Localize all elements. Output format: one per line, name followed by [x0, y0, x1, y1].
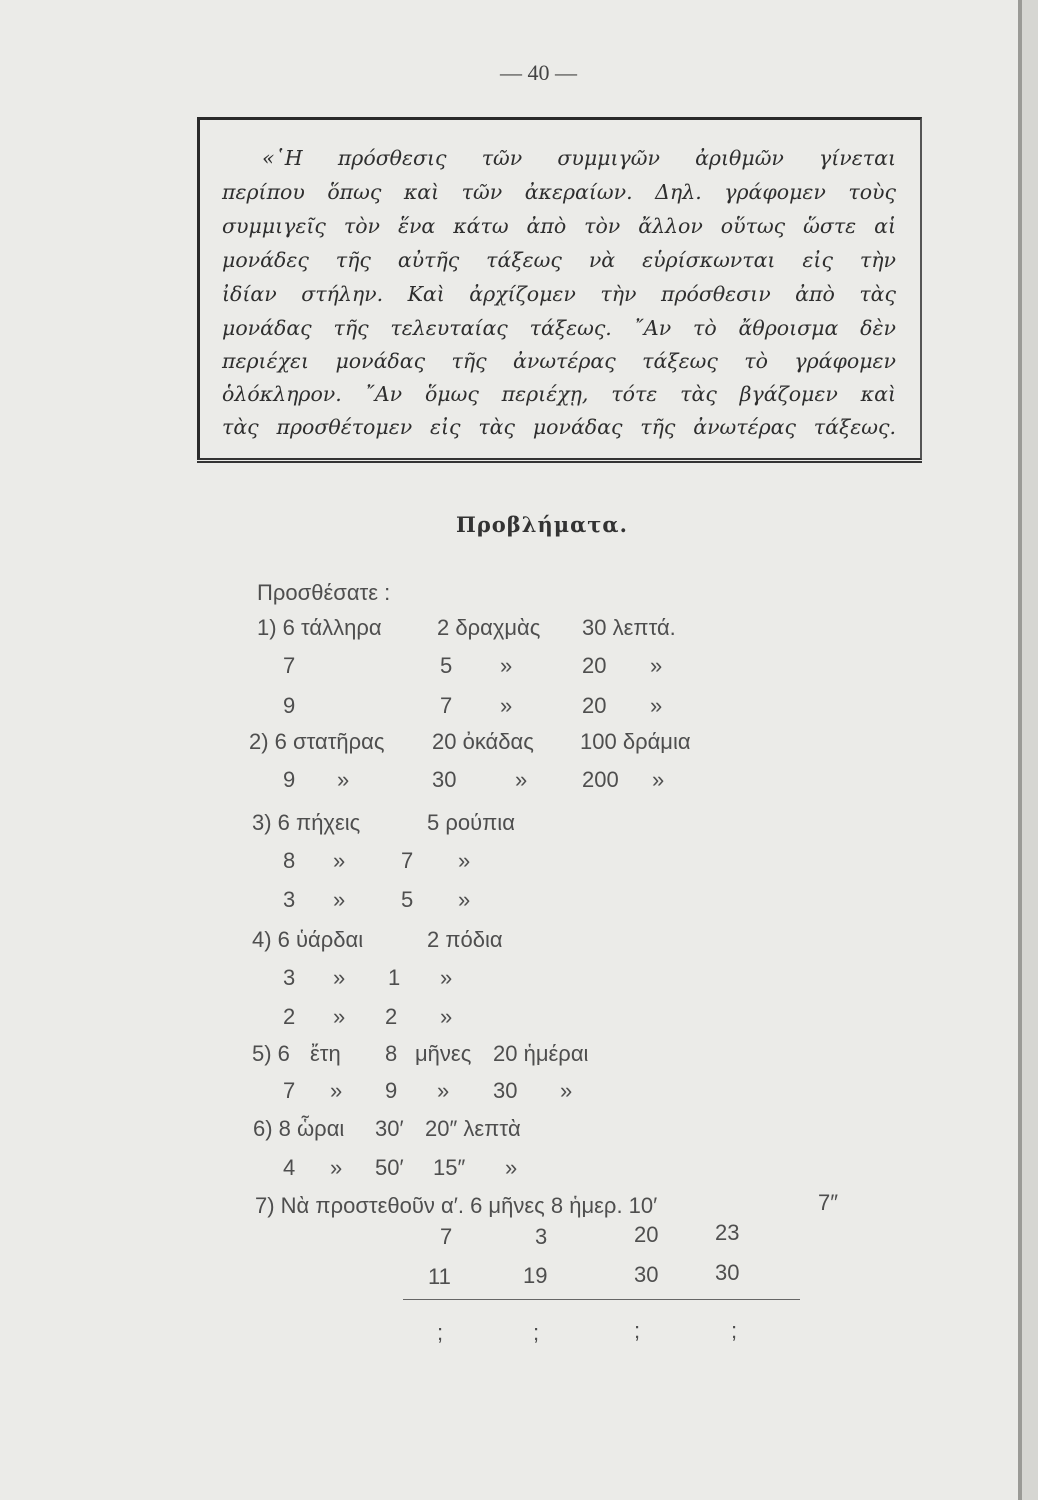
page-margin: [1022, 0, 1038, 1500]
result-placeholder: ;: [437, 1320, 444, 1345]
problem-cell: »: [330, 1078, 343, 1103]
problem-cell: 9: [385, 1078, 398, 1103]
section-heading: Προβλήματα.: [456, 512, 628, 537]
problem-cell: 1) 6 τάλληρα: [257, 615, 382, 640]
problem-cell: »: [458, 848, 471, 873]
rule-line: συμμιγεῖς τὸν ἕνα κάτω ἀπὸ τὸν ἄλλον οὕτως ὥστε αἱ: [222, 214, 896, 238]
problem-cell: »: [650, 693, 663, 718]
problem-cell: 30: [715, 1260, 740, 1285]
result-placeholder: ;: [634, 1318, 641, 1343]
rule-line: τὰς προσθέτομεν εἰς τὰς μονάδας τῆς ἀνωτέρας τάξεως.: [222, 415, 896, 439]
problem-cell: »: [440, 965, 453, 990]
problem-cell: μῆνες: [415, 1041, 472, 1066]
rule-line: ἰδίαν στήλην. Καὶ ἀρχίζομεν τὴν πρόσθεσιν ἀπὸ τὰς: [222, 282, 896, 306]
problem-cell: 9: [283, 767, 296, 792]
result-placeholder: ;: [533, 1320, 540, 1345]
result-placeholder: ;: [731, 1318, 738, 1343]
problem-cell: »: [500, 653, 513, 678]
problem-cell: ὧραι: [297, 1116, 345, 1141]
problem-cell: 3: [283, 887, 296, 912]
rule-box-double-line: [197, 461, 922, 463]
page-number: — 40 —: [500, 60, 577, 85]
problem-cell: 2: [283, 1004, 296, 1029]
problem-cell: 20: [582, 653, 607, 678]
problem-cell: »: [333, 848, 346, 873]
problem-cell: 8: [385, 1041, 398, 1066]
rule-line: περίπου ὅπως καὶ τῶν ἀκεραίων. Δηλ. γράφομεν τοὺς: [222, 180, 896, 204]
rule-line: ὁλόκληρον. ῎Αν ὅμως περιέχῃ, τότε τὰς βγάζομεν καὶ: [222, 382, 896, 406]
problem-cell: 3) 6 πήχεις: [252, 810, 361, 835]
problem-cell: 30 λεπτά.: [582, 615, 676, 640]
problem-cell: 11: [428, 1264, 451, 1289]
rule-line: μονάδες τῆς αὐτῆς τάξεως νὰ εὑρίσκωνται εἰς τὴν: [222, 248, 896, 272]
problem-cell: 5: [440, 653, 453, 678]
problem-cell: 4: [283, 1155, 296, 1180]
problem-cell: 20 ἡμέραι: [493, 1041, 589, 1066]
problem-cell: 7: [283, 653, 296, 678]
problem-cell: 20: [582, 693, 607, 718]
problem-cell: »: [560, 1078, 573, 1103]
problem-cell: »: [505, 1155, 518, 1180]
problem-cell: 2 πόδια: [427, 927, 503, 952]
problem-cell: 9: [283, 693, 296, 718]
problem-cell: 7) Νὰ προστεθοῦν α′. 6 μῆνες 8 ἡμερ. 10′: [255, 1193, 658, 1218]
problem-cell: 19: [523, 1263, 548, 1288]
problem-cell: »: [437, 1078, 450, 1103]
problem-cell: 30: [493, 1078, 518, 1103]
problem-cell: 20″ λεπτὰ: [425, 1116, 521, 1141]
problem-cell: 7″: [818, 1190, 839, 1215]
problem-cell: »: [500, 693, 513, 718]
problem-cell: 15″: [433, 1155, 466, 1180]
problem-cell: 1: [388, 965, 401, 990]
problem-cell: 6) 8: [253, 1116, 291, 1141]
rule-line: περιέχει μονάδας τῆς ἀνωτέρας τάξεως τὸ γράφομεν: [222, 349, 896, 373]
problem-cell: 3: [283, 965, 296, 990]
problem-cell: 30′: [375, 1116, 404, 1141]
problem-cell: 200: [582, 767, 619, 792]
problem-cell: 8: [283, 848, 296, 873]
problem-cell: »: [515, 767, 528, 792]
problem-cell: 7: [401, 848, 414, 873]
problem-cell: 2 δραχμὰς: [437, 615, 541, 640]
problem-cell: »: [440, 1004, 453, 1029]
problem-cell: »: [337, 767, 350, 792]
problem-cell: 100 δράμια: [580, 729, 691, 754]
problem-cell: 30: [634, 1262, 659, 1287]
problem-cell: 5 ρούπια: [427, 810, 515, 835]
problem-cell: 23: [715, 1220, 740, 1245]
problem-cell: 7: [283, 1078, 296, 1103]
problem-cell: 20 ὀκάδας: [432, 729, 534, 754]
problem-cell: »: [650, 653, 663, 678]
problem-cell: 4) 6 ὑάρδαι: [252, 927, 364, 952]
problem-cell: »: [652, 767, 665, 792]
problem-cell: »: [333, 965, 346, 990]
problem-cell: 3: [535, 1224, 548, 1249]
problem-cell: 30: [432, 767, 457, 792]
problem-cell: »: [458, 887, 471, 912]
problem-cell: ἔτη: [310, 1041, 341, 1066]
sum-rule-line: [403, 1299, 800, 1300]
problem-cell: 5: [401, 887, 414, 912]
problem-cell: 2) 6 στατῆρας: [249, 729, 385, 754]
rule-line: «῾Η πρόσθεσις τῶν συμμιγῶν ἀριθμῶν γίνεται: [262, 146, 896, 170]
problem-cell: »: [333, 1004, 346, 1029]
rule-line: μονάδας τῆς τελευταίας τάξεως. ῎Αν τὸ ἄθροισμα δὲν: [222, 316, 896, 340]
problem-cell: 20: [634, 1222, 659, 1247]
problem-cell: 7: [440, 693, 453, 718]
problem-cell: »: [333, 887, 346, 912]
problem-cell: 2: [385, 1004, 398, 1029]
problem-cell: 7: [440, 1224, 453, 1249]
instruction: Προσθέσατε :: [257, 580, 391, 605]
problem-cell: 50′: [375, 1155, 404, 1180]
problem-cell: »: [330, 1155, 343, 1180]
problem-cell: 5) 6: [252, 1041, 290, 1066]
